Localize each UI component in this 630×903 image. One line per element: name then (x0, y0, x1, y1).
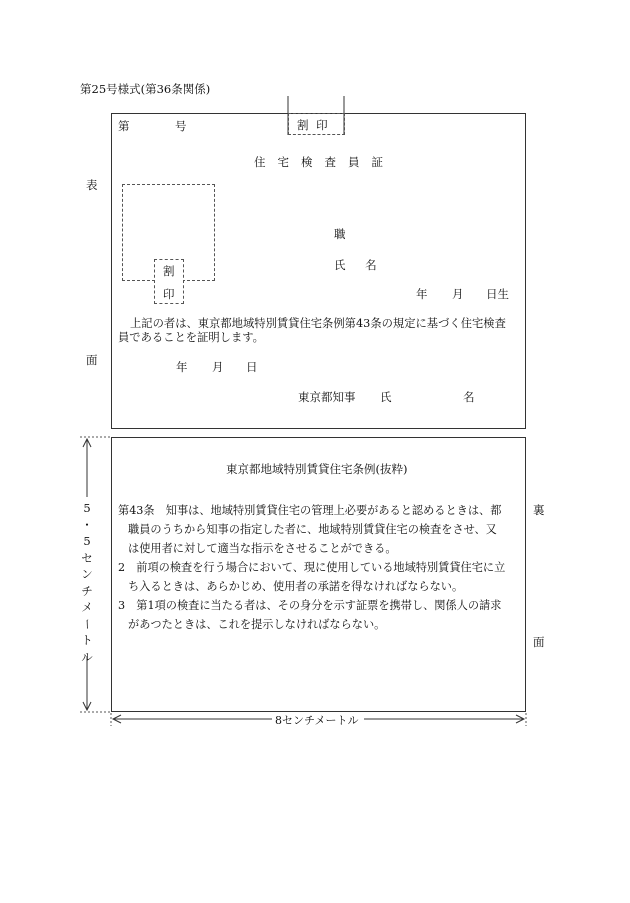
article-line: は使用者に対して適当な指示をさせることができる。 (128, 542, 397, 555)
certify-line-2: 員であることを証明します。 (118, 331, 264, 344)
governor-name-2: 名 (463, 390, 475, 404)
name-label: 氏 名 (334, 258, 385, 272)
width-dimension-label: 8センチメートル (275, 714, 359, 727)
height-label-char: ト (81, 633, 93, 647)
card-title: 住宅検査員証 (254, 155, 395, 169)
height-label-char: セ (81, 550, 93, 565)
height-label-char: ン (81, 567, 93, 581)
height-label-char: メ (81, 600, 93, 614)
article-line: 2 前項の検査を行う場合において、現に使用している地域特別賃貸住宅に立 (118, 561, 506, 574)
height-label-char: 5 (83, 501, 91, 515)
card-number-label: 第 (118, 119, 130, 133)
photo-seal-text-2: 印 (163, 287, 175, 301)
height-dimension-label (80, 500, 94, 665)
governor-label: 東京都知事 (298, 390, 356, 404)
height-label-char: ル (81, 649, 93, 664)
front-side-label-bottom: 面 (86, 353, 98, 367)
form-title: 第25号様式(第36条関係) (80, 82, 211, 96)
photo-seal-text-1: 割 (163, 264, 175, 278)
birth-year: 年 (416, 287, 428, 301)
back-title: 東京都地域特別賃貸住宅条例(抜粋) (226, 462, 408, 476)
front-side-label-top: 表 (86, 178, 98, 192)
birth-month: 月 (452, 287, 464, 301)
height-label-char: ・ (81, 517, 93, 532)
height-label-char: ー (80, 618, 95, 630)
back-side-label-top: 裏 (533, 503, 545, 517)
birth-day: 日生 (486, 287, 509, 301)
certify-line-1: 上記の者は、東京都地域特別賃貸住宅条例第43条の規定に基づく住宅検査 (130, 317, 506, 330)
card-number-suffix: 号 (175, 119, 187, 133)
issue-date-year: 年 (176, 360, 188, 374)
article-line: 職員のうちから知事の指定した者に、地域特別賃貸住宅の検査をさせ、又 (128, 523, 497, 536)
article-line: があつたときは、これを提示しなければならない。 (128, 618, 386, 631)
article-line: 3 第1項の検査に当たる者は、その身分を示す証票を携帯し、関係人の請求 (118, 599, 502, 612)
governor-name-1: 氏 (380, 390, 392, 404)
issue-date-month: 月 (212, 360, 224, 374)
job-label: 職 (334, 227, 346, 241)
height-label-char: チ (81, 583, 93, 598)
seal-top-text: 割 印 (297, 118, 330, 132)
issue-date-day: 日 (246, 360, 258, 374)
article-line: ち入るときは、あらかじめ、使用者の承諾を得なければならない。 (128, 580, 464, 593)
back-side-label-bottom: 面 (533, 635, 545, 649)
article-line: 第43条 知事は、地域特別賃貸住宅の管理上必要があると認めるときは、都 (118, 504, 502, 517)
height-label-char: 5 (83, 534, 91, 548)
